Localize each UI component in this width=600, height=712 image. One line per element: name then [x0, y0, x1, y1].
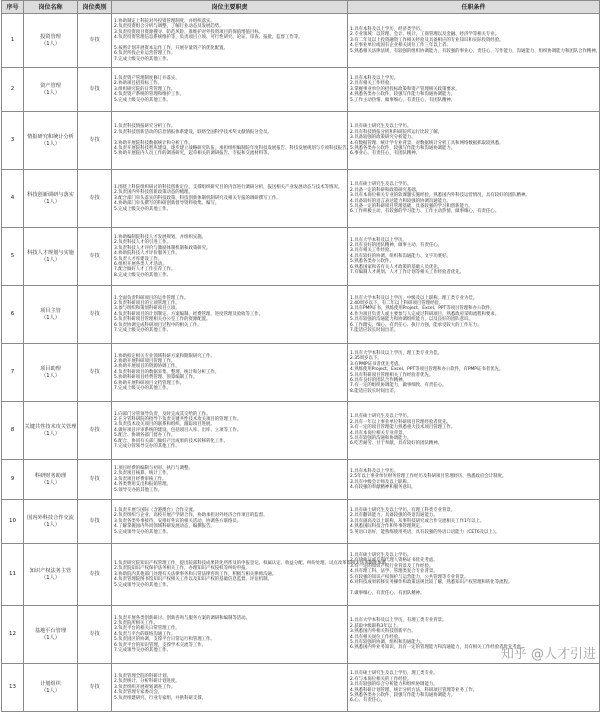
seq-cell: 8 — [2, 402, 24, 460]
header-category: 岗位类别 — [78, 1, 112, 14]
duty-line: 1.负责科技情报研究分析工作。 — [114, 124, 176, 130]
duty-line: 4.各类费用支出和报销管理。 — [114, 482, 171, 488]
requirement-line: 4.熟悉国际科技合作和外事管理规定。 — [350, 524, 425, 530]
duty-line: 5.完成上级交办的其他工作。 — [114, 97, 171, 103]
duty-line: 3.负责组织开展规划调查工作。 — [114, 684, 176, 690]
position-count: （1人） — [41, 256, 60, 263]
position-count: （1人） — [41, 314, 60, 321]
table-row — [2, 500, 600, 544]
table-row — [2, 664, 600, 712]
requirement-line: 6.心、有责任心。 — [350, 698, 385, 704]
duty-line: 2.协助开展科研项目管理工作。 — [114, 358, 176, 364]
duties-cell — [112, 112, 351, 170]
position-cell — [24, 344, 78, 402]
duty-line: 2.负责科研项目的立项管理工作。 — [114, 300, 180, 306]
requirement-line: 4.具有较好的协调、组织和沟通能力、文字功底好。 — [350, 253, 451, 259]
requirement-line: 6.事业心、有责任心，有团队精神。 — [350, 151, 421, 157]
requirement-line: 1.具有硕士研究生及以上学历。 — [350, 182, 412, 188]
requirement-line: 3.具有本岗位相关专业的软课题实施经验，熟悉国内外科技运营情况，具有较好的团队精神。 — [350, 193, 530, 199]
requirements-cell — [348, 664, 600, 712]
requirement-line: 6.熟悉国家和省有关人才政策的基础人员优先。 — [350, 264, 443, 270]
category-cell: 专技 — [78, 544, 112, 606]
requirement-line: 3.具有中级会计师及以上职称。 — [350, 479, 412, 485]
duties-cell — [112, 402, 348, 460]
duty-line: 1.向部门分管领导负责，及时完成其交给的工作。 — [114, 411, 211, 417]
duty-line: 6.配合、协同有关部门做好产出成果的技术转移转化工作。 — [114, 438, 228, 444]
requirement-line: 4.有数据管理、统计学专业背景，对数据统计分析工具和网络数据抓取较熟悉。 — [350, 140, 504, 146]
duty-line: 3.负责投资项目资源搜寻、防范风险、准维护对外投资项目的保值增值目标。 — [114, 29, 264, 35]
duty-line: 7.完成上级交办的其他工作。 — [114, 328, 171, 334]
category-cell: 专技 — [78, 14, 112, 68]
requirement-line: 6.熟悉国内外业务知识，具有一定的管理能力和沟通能力，具有相关工作经验者优先考虑。 — [350, 645, 526, 651]
duty-line: 7.完成上级交办的其他工作。 — [114, 386, 171, 392]
duty-line: 4.负责科研项目的计划制定、方案编制、经费管理、进度管理及验收等工作。 — [114, 311, 264, 317]
duty-line: 3.负责技术攻关项目的联系和组织、跟踪项目进展。 — [114, 422, 215, 428]
duty-line: 2.负责投资组合分析与调整，了解行业动态及发展趋势。 — [114, 24, 224, 30]
position-count: （1人） — [41, 198, 60, 205]
position-name: 关键共性技术攻关管理 — [24, 424, 77, 431]
duties-cell — [112, 606, 348, 664]
requirement-line: 5.具有较强的沟通和协调能力。 — [350, 435, 412, 441]
requirement-line: 5.工作主动热情、做事细心，有责任心，有团队精神。 — [350, 97, 456, 103]
duty-line: 6.协助开展科研项目文档管理工作。 — [114, 380, 185, 386]
requirement-line: 1.具有大学本科及以上学历，中级及以上职称，理工类专业为佳。 — [350, 295, 478, 301]
requirements-cell — [348, 500, 600, 544]
header-duties: 岗位主要职责 — [112, 1, 348, 14]
duty-line: 5.负责人才库建设工作。 — [114, 256, 163, 262]
requirement-line: 4.作为项目负责人或主要参与人完成过科研项目，熟悉政府采购流程和要求。 — [350, 311, 500, 317]
requirement-line: 2.有律师证或专利代理人资格证书优先考虑。 — [350, 558, 438, 564]
requirement-line: 3.具有副高及以上职称，从事科技研究或合作交流相关工作1年以上。 — [350, 518, 485, 524]
requirement-line: 2.40周岁以下，有二年以上科研项目管理经验。 — [350, 300, 444, 306]
position-cell — [24, 68, 78, 112]
requirements-cell — [348, 228, 600, 286]
duty-line: 4.做好项目评审系统的建设、包括项目入库、出库、立项等工作。 — [114, 427, 242, 433]
table-row — [2, 112, 600, 170]
duty-line: 7.完成分管领导交办的其他工作。 — [114, 444, 180, 450]
requirement-line: 1.具有本科及以上学历。 — [350, 468, 399, 474]
seq-cell: 9 — [2, 460, 24, 500]
duty-line: 5.配合、协调各部门督办工作。 — [114, 433, 176, 439]
position-count: （1人） — [41, 430, 60, 437]
duty-line: 4.负责资产系统的管理和维护工作。 — [114, 92, 185, 98]
requirement-line: 4.熟悉科研计划管理、统计分析方法、科研项目管理等业务工作。 — [350, 687, 478, 693]
requirements-cell — [348, 286, 600, 344]
position-cell — [24, 460, 78, 500]
duty-line: 4.负责管理院图书馆知识产权相关工作以及知识产权的基础信息监督、评估机制。 — [114, 577, 272, 583]
table-row — [2, 228, 600, 286]
duty-line: 2.负责科技人才的引进工作。 — [114, 240, 171, 246]
duty-line: 5.完成上级交办的其他工作。 — [114, 206, 171, 212]
category-cell: 专技 — [78, 112, 112, 170]
requirement-line: 1.具有硕士研究生及以上学历，理工类专业。 — [350, 671, 438, 677]
category-cell: 专技 — [78, 500, 112, 544]
seq-cell: 4 — [2, 170, 24, 228]
table-row — [2, 170, 600, 228]
seq-cell: 11 — [2, 544, 24, 606]
duty-line: 7.完成上级交办的其他工作。 — [114, 56, 171, 62]
duty-line: 3.负责各类外事接待、安排好外宾的相关活动，协调各方联络员。 — [114, 518, 242, 524]
seq-cell: 10 — [2, 500, 24, 544]
duty-line: 5.完成领导交办的其他工作。 — [114, 529, 171, 535]
header-row — [2, 1, 600, 14]
duties-cell — [112, 460, 348, 500]
duty-line: 1.负责开展各类创新研讨、创新咨询与服务方案的调研和编制等活动。 — [114, 615, 250, 621]
header-requirements: 任职条件 — [348, 1, 600, 14]
duties-cell — [112, 68, 348, 112]
table-row — [2, 68, 600, 112]
requirement-line: 2.具备一定的科研和政策研究基础。 — [350, 187, 421, 193]
duty-line: 1.围绕上科院组织研讨的科技创新定位，支撑组织研究目的内容进行调研分析，报送相关产业发展动态与技术等情况。 — [114, 184, 343, 190]
requirement-line: 4.具有本岗位相关专业背景。 — [350, 430, 407, 436]
requirement-line: 6.工作积极主动，有较强的学习能力、工作主动热情，做事细心，有责任心。 — [350, 209, 500, 215]
duty-line: 4.负责投资管理信息系统维护等，负责项目立项、可行性研究、论证、审查、报批、监督工作等。 — [114, 35, 303, 41]
requirement-line: 4.具备较好的语言表达能力和较强的协调沟通能力。 — [350, 198, 451, 204]
position-name: 资产管理 — [40, 83, 61, 90]
duty-line: 1.负责研究院知识产权管理工作，提出院部科技成果转化所涉及的申报登记、权属认定、收益分配、纠纷处理、试点改革等相关法务制度体系。 — [114, 560, 391, 566]
requirement-line: 2.具有良好的团队精神，做事主动、有责任心。 — [350, 242, 443, 248]
requirements-cell — [348, 68, 600, 112]
requirement-line: 4.在事业单位或国有企业相关岗位工作三年以上者。 — [350, 43, 451, 49]
duty-line: 1.协助编制院科技人才发展规划，并组织实施。 — [114, 234, 207, 240]
position-name: 基地平台管理 — [34, 628, 67, 635]
duty-line: 1.负责管理全院的科研计划。 — [114, 673, 171, 679]
requirements-cell — [348, 112, 600, 170]
requirement-line: 6.工作踏实、细心、有责任心、执行力强，能承受较大的工作压力。 — [350, 322, 482, 328]
requirement-line: 3.熟悉国内外相关科技创新平台。 — [350, 629, 416, 635]
duty-line: 1.负责开展与国际（含港澳台）合作交流。 — [114, 507, 198, 513]
duty-line: 4.负责与平台的联络沟通工作。 — [114, 631, 176, 637]
requirement-line: 4.熟悉各类办公软件，较强写作能力和沟通协调能力。 — [350, 92, 456, 98]
requirement-line: 1.具有大学本科及以上学历。 — [350, 237, 407, 243]
position-name: 知识产权法务主管 — [29, 568, 72, 575]
duty-line: 3.参与组织和策划科研项目立项。 — [114, 306, 180, 312]
duties-cell — [112, 14, 348, 68]
duty-line: 5.完成领导交办的其他工作。 — [114, 582, 171, 588]
duty-line: 2.负责组织与企业、高校开展产学研合作，协助承担对外经济合作项目的监督。 — [114, 513, 268, 519]
seq-cell: 12 — [2, 606, 24, 664]
requirement-line: 1.具有本科及以上学历。 — [350, 75, 399, 81]
requirement-line: 6.对科技成果转移实务操作和政策法规比较了解，熟悉知识产权管理和转化等流程。 — [350, 579, 513, 585]
duties-cell — [112, 500, 348, 544]
requirement-line: 1.具有本科及以上学历，经济类学历。 — [350, 26, 425, 32]
duty-line: 1.协助制定上科院对外投资管理制度、并组织落实。 — [114, 18, 215, 24]
requirement-line: 4.熟练使用Project、Excel、PPT等项目管理和办公软件，有PMP证书者优先。 — [350, 367, 504, 373]
duty-line: 5.按照计划开展资本运作工作，开展存量资产的优化配置。 — [114, 45, 228, 51]
table-row — [2, 14, 600, 68]
requirement-line: 7.能适应较长时间出差。 — [350, 328, 399, 334]
requirement-line: 3.具备较强的政策研究分析能力。 — [350, 135, 416, 141]
requirement-line: 1.具有硕士研究生及以上学历。 — [350, 552, 412, 558]
header-seq: 序号 — [2, 1, 24, 14]
position-cell — [24, 606, 78, 664]
table-body — [2, 14, 600, 712]
seq-cell: 5 — [2, 228, 24, 286]
table-row — [2, 344, 600, 402]
requirement-line: 2.有与本岗位相关的工作经验。 — [350, 676, 412, 682]
position-name: 科技创新调研与落实 — [27, 192, 74, 199]
duty-line: 2.负责院所相关工作。 — [114, 620, 158, 626]
duty-line: 2.负责院知识产权保护法务相关工作，办理知识产权侵权等纠纷申报。 — [114, 566, 250, 572]
duty-line: 6.组织开展各类人才活动。 — [114, 261, 167, 267]
duty-line: 3.协助开展项目的资源协调工作。 — [114, 364, 180, 370]
duty-line: 2.负责项目核算、统计工作。 — [114, 471, 171, 477]
duty-line: 4.负责开展院科技智库建设，逐步建立战略研究队伍。承担组织编制院年度科技发展报告、科技发展规划与专项科技报告。 — [114, 145, 351, 151]
requirement-line: 4.有较强的奉献精神和服务意识。 — [350, 484, 416, 490]
duty-line: 2.负责统计、分析科研计划进度。 — [114, 679, 180, 685]
position-name: 科技人才规划与实施 — [27, 250, 74, 257]
duties-cell — [112, 286, 348, 344]
requirement-line: 3.掌握事业单位的招投标政策和资产管理相关政策要求。 — [350, 86, 460, 92]
category-cell: 专技 — [78, 170, 112, 228]
duty-line: 4.负责管理专家委员会。 — [114, 690, 163, 696]
duty-line: 3.负责项目经费审核工作。 — [114, 476, 167, 482]
table-row — [2, 544, 600, 606]
position-cell — [24, 544, 78, 606]
position-count: （1人） — [41, 521, 60, 528]
position-count: （1人） — [41, 634, 60, 641]
requirement-line: 3.有PMP证书者优先考虑。 — [350, 361, 403, 367]
requirement-line: 1.具有大学本科及以上学历，有理工类专业背景。 — [350, 618, 447, 624]
requirement-line: 3.具有较强的综合分析能力和组织协调能力。 — [350, 682, 438, 688]
position-name: 项目助理 — [40, 366, 61, 373]
requirement-line: 3.具有PMP证书，熟练使用Project、Excel、PPT等项目管理和办公软件。 — [350, 306, 495, 312]
duties-cell — [112, 170, 348, 228]
duty-line: 2.负责国内外科技创新政策动态的梳理。 — [114, 190, 193, 196]
duty-line: 5.负责科研项目管理相关办公室工作的资源配置。 — [114, 317, 211, 323]
duty-line: 4.负责科研项目的数据采集、整理、统计和分析工作。 — [114, 369, 220, 375]
requirement-line: 3.有一定的项目管理能力熟悉重大技术项目管理工作。 — [350, 425, 456, 431]
requirements-cell — [348, 344, 600, 402]
requirement-line: 4.具有理工科、法学、管理类复合专业背景。 — [350, 569, 438, 575]
requirement-line: 2.具有翻译能力，具备较强的英语沟通能力。 — [350, 513, 438, 519]
duties-cell — [112, 344, 348, 402]
watermark: 知乎 @人才引进 — [500, 647, 596, 662]
position-name: 国内外科技合作交流 — [27, 515, 74, 522]
duty-line: 6.负责协调完成科研项目过程中的相关工作。 — [114, 322, 202, 328]
requirement-line: 1.具有大学本科及以上学历，理工类专业为佳。 — [350, 350, 443, 356]
duty-line: 3.负责平台的相关日常管理工作。 — [114, 626, 180, 632]
duty-line: 1.项目经费的编制与初审、执行与调整。 — [114, 465, 193, 471]
position-cell — [24, 170, 78, 228]
requirement-line: 1.具有硕士研究生及以上学历。 — [350, 124, 412, 130]
category-cell: 专技 — [78, 606, 112, 664]
category-cell: 专技 — [78, 402, 112, 460]
duty-line: 3.协助开展院科技数据统计和分析工作。 — [114, 140, 193, 146]
category-cell: 专技 — [78, 460, 112, 500]
requirement-line: 2.具有相关工作经验。 — [350, 81, 394, 87]
category-cell: 专技 — [78, 68, 112, 112]
seq-cell: 6 — [2, 286, 24, 344]
seq-cell: 7 — [2, 344, 24, 402]
requirement-line: 2.专业领域：以管理、会计、统计、工商管理以及金融、经济学等相关专业。 — [350, 32, 500, 38]
position-name: 情报研究和统计分析 — [27, 134, 74, 141]
requirement-line: 2.35周岁以下。 — [350, 356, 382, 362]
requirement-line: 7.有编制人才规划、人才工作计划等相关工作经验者优先。 — [350, 270, 464, 276]
requirement-line: 5.英语口语好，能熟练使用英语，具有较强的外语口语能力（CET6及以上）。 — [350, 529, 500, 535]
duty-line: 5.协助开展院内人员工作的调查研究，起草相关的调研报告、专报和交流材料等。 — [114, 151, 272, 157]
duty-line: 4.了解掌握国内外同领域科研发展动态，编撰报告。 — [114, 524, 215, 530]
requirements-cell — [348, 544, 600, 606]
position-count: （1人） — [41, 40, 60, 47]
category-cell: 专技 — [78, 228, 112, 286]
requirement-line: 2.具有一年以上事业单位科研项目管理经验者优先。 — [350, 419, 451, 425]
position-count: （1人） — [41, 574, 60, 581]
position-cell — [24, 112, 78, 170]
position-count: （1人） — [41, 140, 60, 147]
position-name: 科研财务助理 — [34, 473, 67, 480]
requirement-line: 2.获取中级职称3年以上。 — [350, 623, 401, 629]
position-cell — [24, 402, 78, 460]
seq-cell: 1 — [2, 14, 24, 68]
position-name: 计划组织 — [40, 681, 61, 688]
position-count: （1人） — [41, 479, 60, 486]
requirement-line: 5.熟悉相关法律法规，有较强的组织协调能力，有较强的事业心、责任心、写作能力，沟通能力，组织协调能力和团队合作精神。 — [350, 48, 600, 54]
requirement-line: 3.具有相关工作经验。 — [350, 248, 394, 254]
seq-cell: 2 — [2, 68, 24, 112]
requirement-line: 6.吃苦耐劳、甘于奉献，具有较好的团队精神。 — [350, 441, 443, 447]
table-row — [2, 460, 600, 500]
duty-line: 8.完成上级交办的其他工作。 — [114, 272, 171, 278]
table-row — [2, 402, 600, 460]
duty-line: 1.协助拟定相关专业领域科研方案和期限研究工作。 — [114, 353, 215, 359]
duty-line: 5.负责组建研究、行业专家组，并供科研支撑。 — [114, 695, 207, 701]
requirement-line: 2.具有科技情报分析和科研院所运行比较了解。 — [350, 129, 443, 135]
position-count: （1人） — [41, 372, 60, 379]
position-count: （1人） — [41, 89, 60, 96]
header-position: 岗位名称 — [24, 1, 78, 14]
requirement-line: 1.具有硕士研究生及以上学历。 — [350, 414, 412, 420]
job-table — [1, 0, 600, 712]
requirement-line: 8.能适应较长时间出差。 — [350, 388, 399, 394]
duty-line: 5.协助科研项目经费管理、预算编制工作。 — [114, 375, 198, 381]
duties-cell — [112, 228, 348, 286]
position-cell — [24, 664, 78, 712]
duty-line: 2.协助项目招投标工作。 — [114, 81, 163, 87]
requirement-line: 7.做事细心、有责任心、有团队精神。 — [350, 590, 425, 596]
duty-line: 5.负责园区的协调，支撑平台日常运行和管理工作。 — [114, 637, 215, 643]
duties-cell — [112, 664, 348, 712]
duty-line: 3.协助院内其他部门处理有关法律事务和日常法律咨询工作，积极与相关律师沟通。 — [114, 571, 277, 577]
duty-line: 4.协助部门牵头撰写的科研创新督导资料收集、编写。 — [114, 201, 220, 207]
duty-line: 3.负责科技人才评价与激励体制机制和政策研究。 — [114, 245, 211, 251]
duty-line: 7.完成领导交办的其他工作。 — [114, 648, 171, 654]
duty-line: 2.负责科技创新活动的信息情报体系建设，联络全国科学技术奖文献情报分会员。 — [114, 129, 272, 135]
category-cell: 专技 — [78, 344, 112, 402]
duty-line: 7.配合做好人才工作引荐工作。 — [114, 267, 176, 273]
duty-line: 6.负责所投企业运营管理工作。 — [114, 51, 176, 57]
category-cell: 专技 — [78, 286, 112, 344]
seq-cell: 13 — [2, 664, 24, 712]
requirement-line: 3.有二年及以上投资融资工作相关经验及具备相应的专业知识和实际投资经验。 — [350, 37, 504, 43]
requirement-line: 5.具备一定的科研项目管理基础，具备较强的学习和创新能力。 — [350, 203, 473, 209]
position-cell — [24, 286, 78, 344]
duty-line: 1.全面负责科研项目的运作管理工作。 — [114, 295, 189, 301]
duty-line: 3.配合部门牵头落实的科技政策、科技创新体制机制研究及相关专报的调研撰写工作。 — [114, 195, 281, 201]
requirements-cell — [348, 460, 600, 500]
duty-line: 1.负责资产管理制度修订并落实。 — [114, 75, 180, 81]
requirement-line: 5.熟悉各类办公软件，较强写作能力和沟通协调能力。 — [350, 145, 456, 151]
requirement-line: 1.具有硕士研究生及以上学历，有理工科类专业背景。 — [350, 507, 456, 513]
requirement-line: 3.有一定的知识产权行业背景及工作经验。 — [350, 563, 434, 569]
position-count: （1人） — [41, 687, 60, 694]
position-name: 投资管理 — [40, 34, 61, 41]
requirement-line: 5.具有较强的沟通能力和协调组织能力，以及良好的团队意识。 — [350, 317, 473, 323]
requirement-line: 6.具有良好的团队合作精神。 — [350, 377, 407, 383]
requirement-line: 7.有一定的组织协调能力，做事细致、有责任心。 — [350, 383, 447, 389]
requirement-line: 4.具有相关岗位工作经验。 — [350, 634, 403, 640]
duty-line: 2.在分管科研院的指导下负责关键共性技术攻关项目的管理工作。 — [114, 416, 242, 422]
duty-line: 3.组织研究院的日常管理工作。 — [114, 86, 176, 92]
requirement-line: 5.具有较强的协调、组织和沟通能力。 — [350, 639, 425, 645]
requirement-line: 5.熟悉各类办公软件，较强写作能力和沟通协调能力。 — [350, 692, 456, 698]
duty-line: 5.领导交办的其他工作。 — [114, 487, 163, 493]
position-cell — [24, 14, 78, 68]
requirement-line: 2.5年以上事业单位财务管理工作经历及科研项目管理经历，熟悉政府会计制度。 — [350, 474, 507, 480]
duty-line: 6.负责平台的知识管理，支撑学术交流等工作。 — [114, 642, 207, 648]
duty-line: 4.协助院科技人才评价服务工作。 — [114, 251, 180, 257]
requirements-cell — [348, 170, 600, 228]
position-name: 项目主管 — [40, 308, 61, 315]
table-row — [2, 286, 600, 344]
requirements-cell — [348, 14, 600, 68]
requirement-line: 5.具有科研项目管理相关工作经验者优先。 — [350, 372, 434, 378]
requirement-line: 5.熟悉各类办公软件。 — [350, 259, 394, 265]
position-cell — [24, 500, 78, 544]
seq-cell: 3 — [2, 112, 24, 170]
position-cell — [24, 228, 78, 286]
category-cell: 专技 — [78, 664, 112, 712]
requirement-line: 5.有较强的知识产权保护与运营能力，公共管理等专业背景。 — [350, 574, 469, 580]
requirements-cell — [348, 402, 600, 460]
